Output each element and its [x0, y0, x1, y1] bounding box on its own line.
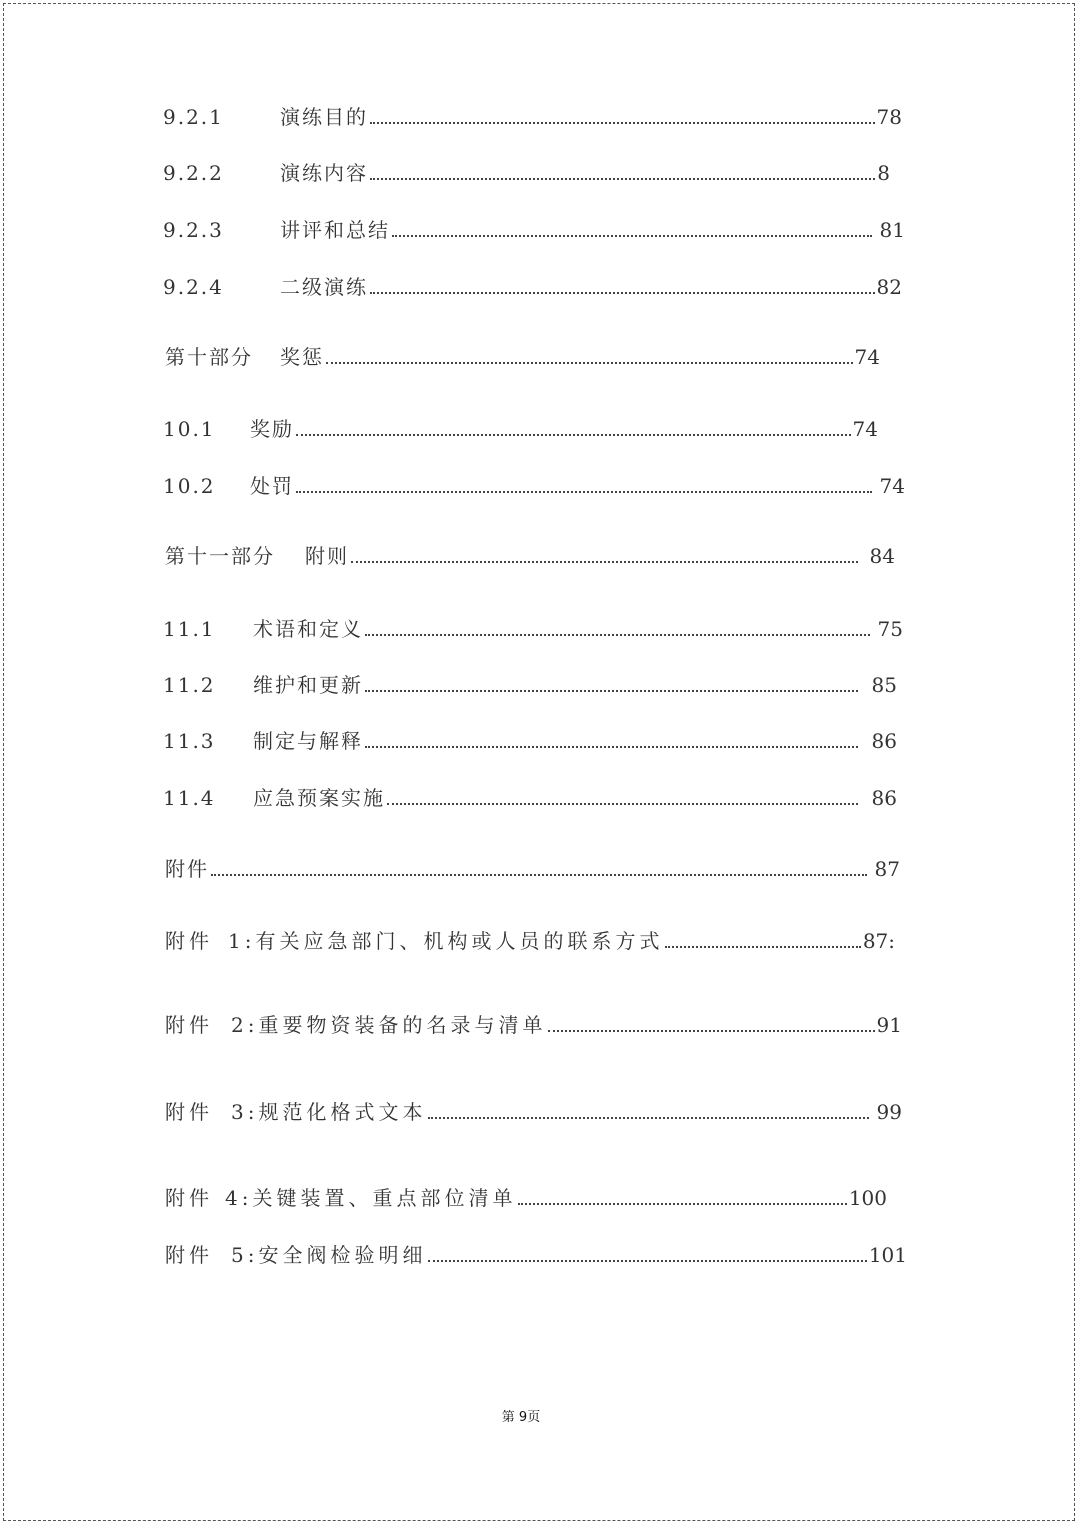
dot-leader [365, 690, 858, 692]
toc-number: 10.1 [163, 417, 216, 441]
toc-number: 附件 [165, 857, 209, 881]
page-number-footer: 第 9页 [501, 1410, 541, 1425]
toc-number: 11.4 [163, 786, 216, 810]
toc-title: 讲评和总结 [280, 218, 390, 242]
dot-leader [518, 1203, 846, 1205]
toc-entry[interactable] [163, 274, 902, 300]
toc-page: 91 [876, 1013, 902, 1037]
toc-page: 87: [862, 929, 895, 953]
toc-title: 演练目的 [280, 105, 368, 129]
toc-page: 86 [871, 786, 897, 810]
toc-page: 8 [877, 161, 890, 185]
toc-entry[interactable] [165, 856, 900, 882]
toc-page: 101 [868, 1243, 907, 1267]
toc-number: 附件 [165, 1100, 213, 1124]
dot-leader [428, 1260, 866, 1262]
toc-page: 82 [876, 275, 902, 299]
toc-page: 74 [879, 474, 905, 498]
toc-number: 11.1 [163, 617, 216, 641]
toc-number: 11.2 [163, 673, 216, 697]
toc-number: 9.2.1 [163, 105, 224, 129]
toc-entry[interactable] [163, 672, 897, 698]
toc-page: 78 [876, 105, 902, 129]
toc-title: 维护和更新 [253, 673, 363, 697]
toc-entry[interactable] [163, 160, 890, 186]
toc-entry[interactable] [165, 543, 895, 569]
toc-title: 应急预案实施 [253, 786, 385, 810]
dot-leader [370, 178, 875, 180]
toc-title: 演练内容 [280, 161, 368, 185]
dot-leader [392, 235, 872, 237]
toc-number: 9.2.2 [163, 161, 224, 185]
toc-page: 75 [877, 617, 903, 641]
toc-title: 术语和定义 [253, 617, 363, 641]
dot-leader [326, 362, 853, 364]
toc-entry[interactable] [165, 1242, 907, 1268]
toc-title: 附则 [305, 544, 349, 568]
toc-number: 11.3 [163, 729, 216, 753]
dot-leader [548, 1030, 874, 1032]
toc-number: 第十部分 [165, 345, 253, 369]
toc-page: 87 [874, 857, 900, 881]
toc-title: 二级演练 [280, 275, 368, 299]
dot-leader [370, 292, 875, 294]
toc-title: 5:安全阀检验明细 [231, 1243, 427, 1267]
toc-entry[interactable] [165, 1185, 887, 1211]
toc-entry[interactable] [163, 473, 905, 499]
toc-entry[interactable] [165, 928, 895, 954]
toc-page: 74 [854, 345, 880, 369]
toc-title: 处罚 [250, 474, 294, 498]
toc-page: 86 [871, 729, 897, 753]
toc-entry[interactable] [165, 344, 880, 370]
toc-title: 4:关键装置、重点部位清单 [225, 1186, 517, 1210]
toc-number: 附件 [165, 1013, 213, 1037]
dot-leader [351, 561, 858, 563]
dot-leader [428, 1117, 868, 1119]
toc-entry[interactable] [163, 785, 897, 811]
toc-page: 81 [879, 218, 905, 242]
toc-page: 74 [852, 417, 878, 441]
dot-leader [365, 746, 858, 748]
toc-page: 99 [876, 1100, 902, 1124]
toc-entry[interactable] [163, 416, 878, 442]
toc-title: 奖励 [250, 417, 294, 441]
toc-number: 10.2 [163, 474, 216, 498]
toc-number: 第十一部分 [165, 544, 275, 568]
dot-leader [387, 803, 858, 805]
toc-title: 制定与解释 [253, 729, 363, 753]
toc-number: 附件 [165, 929, 213, 953]
toc-entry[interactable] [163, 616, 903, 642]
toc-page: 84 [869, 544, 895, 568]
dot-leader [365, 634, 870, 636]
toc-title: 3:规范化格式文本 [231, 1100, 427, 1124]
toc-entry[interactable] [163, 104, 902, 130]
dot-leader [665, 946, 860, 948]
toc-entry[interactable] [163, 217, 905, 243]
toc-page: 100 [848, 1186, 887, 1210]
dot-leader [370, 122, 875, 124]
toc-number: 附件 [165, 1243, 213, 1267]
toc-entry[interactable] [163, 728, 897, 754]
dot-leader [211, 874, 867, 876]
dot-leader [296, 491, 872, 493]
toc-page: 85 [871, 673, 897, 697]
toc-title: 奖惩 [280, 345, 324, 369]
toc-number: 9.2.3 [163, 218, 224, 242]
toc-entry[interactable] [165, 1012, 902, 1038]
toc-title: 1:有关应急部门、机构或人员的联系方式 [228, 929, 664, 953]
dot-leader [296, 434, 851, 436]
toc-entry[interactable] [165, 1099, 902, 1125]
toc-number: 附件 [165, 1186, 213, 1210]
toc-title: 2:重要物资装备的名录与清单 [231, 1013, 547, 1037]
toc-number: 9.2.4 [163, 275, 224, 299]
